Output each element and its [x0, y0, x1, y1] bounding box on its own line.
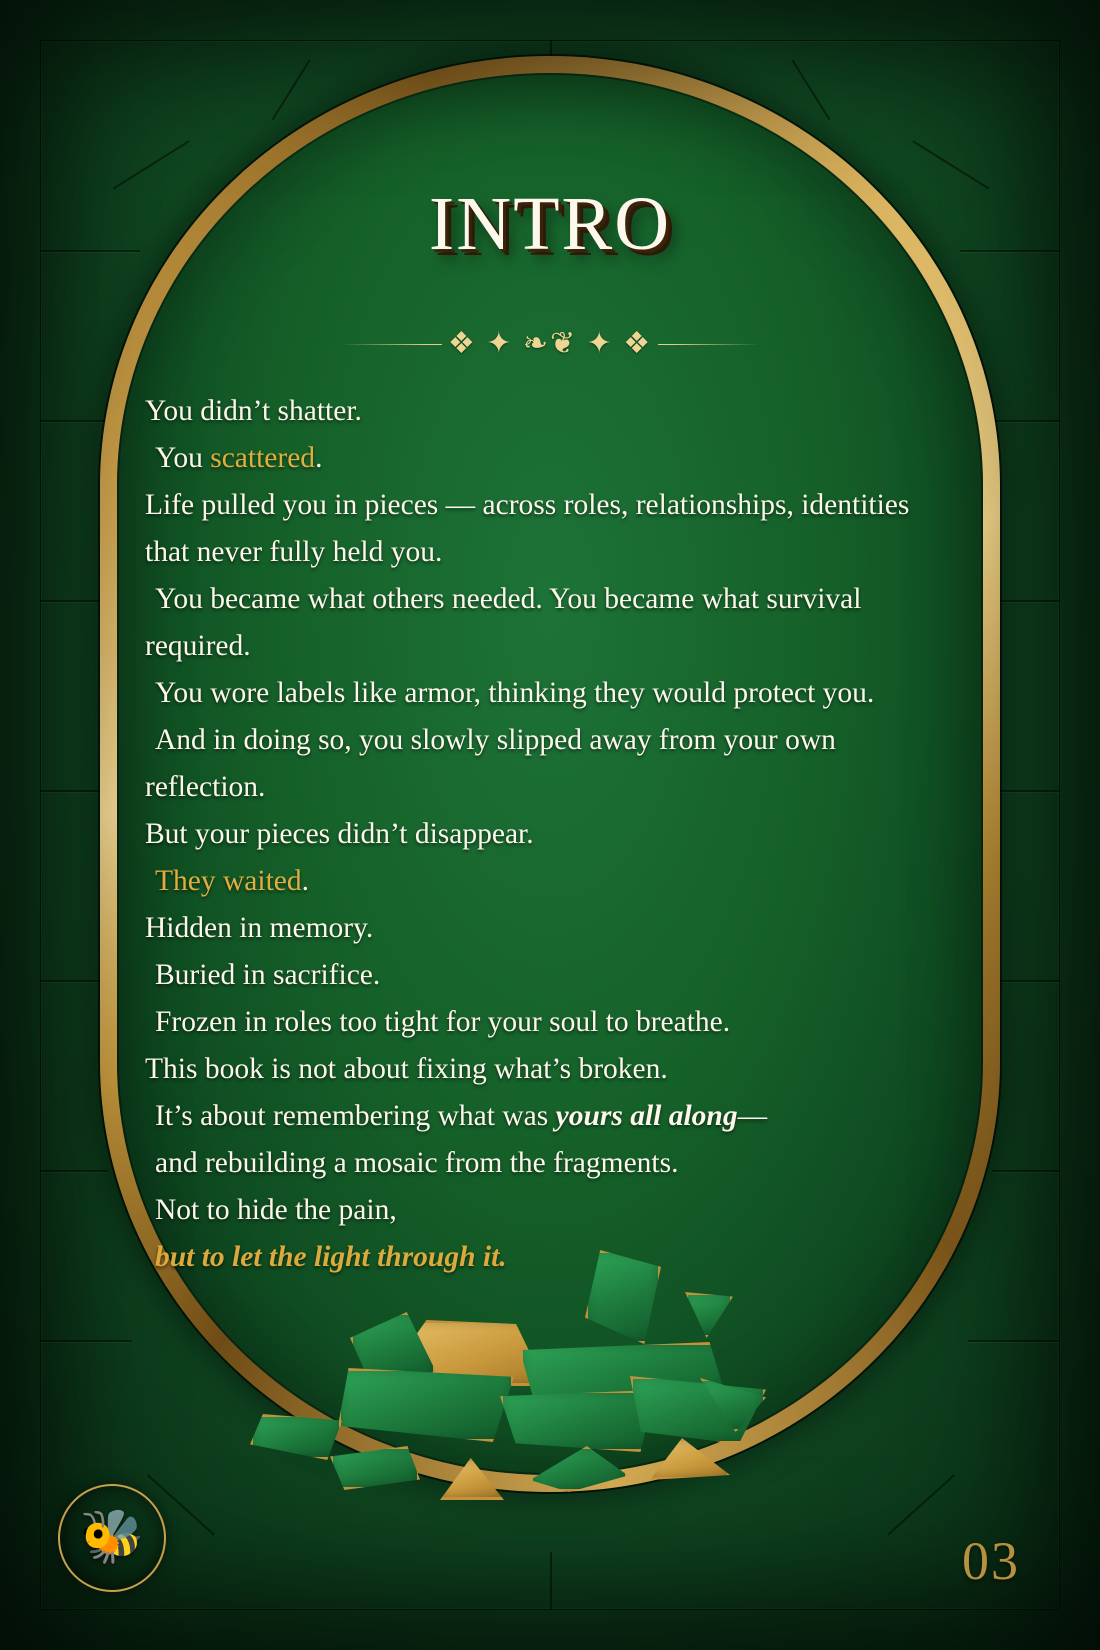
body-line: And in doing so, you slowly slipped away from your own reflection.: [145, 724, 836, 803]
body-line: Frozen in roles too tight for your soul to breathe.: [155, 1006, 731, 1038]
ornamental-divider: [340, 322, 760, 366]
italic-phrase: yours all along: [555, 1100, 738, 1132]
accent-word: scattered: [210, 442, 316, 474]
accent-word: They waited: [155, 865, 302, 897]
body-line: [145, 1093, 915, 1140]
body-line: Buried in sacrifice.: [155, 959, 381, 991]
page-number: 03: [962, 1531, 1020, 1591]
shard: [685, 1292, 733, 1338]
shard: [500, 1390, 656, 1452]
intro-body-text: [145, 388, 915, 1281]
line-pre: It’s about remembering what was: [155, 1100, 556, 1132]
body-line: You became what others needed. You became what survival required.: [145, 583, 862, 662]
body-line: You didn’t shatter.: [145, 395, 362, 427]
mosaic-shards-illustration: [230, 1250, 850, 1510]
bee-icon: 🐝: [79, 1509, 145, 1566]
line-pre: You: [155, 442, 211, 474]
bee-emblem-badge: [58, 1484, 166, 1592]
body-line: But your pieces didn’t disappear.: [145, 818, 534, 850]
body-line: Not to hide the pain,: [155, 1194, 397, 1226]
divider-ornament-icon: ❖ ✦ ❧❦ ✦ ❖: [447, 327, 653, 360]
divider-rule-right: [658, 344, 760, 345]
shard: [650, 1438, 730, 1480]
line-post: .: [315, 442, 323, 474]
shard: [440, 1458, 504, 1500]
body-line: Life pulled you in pieces — across roles, relationships, identities that never fully held you.: [145, 489, 910, 568]
page-title: intro: [428, 154, 672, 273]
body-line: [145, 435, 915, 482]
body-line: Hidden in memory.: [145, 912, 374, 944]
line-post: .: [301, 865, 309, 897]
shard: [530, 1446, 628, 1492]
shard: [338, 1368, 514, 1442]
body-line-closing: but to let the light through it.: [155, 1241, 507, 1273]
body-line: You wore labels like armor, thinking they would protect you.: [155, 677, 875, 709]
body-line: and rebuilding a mosaic from the fragments.: [155, 1147, 679, 1179]
body-line: [145, 858, 915, 905]
divider-rule-left: [340, 344, 442, 345]
shard: [330, 1446, 420, 1490]
shard: [585, 1250, 661, 1344]
line-post: —: [737, 1100, 768, 1132]
body-line: This book is not about fixing what’s broken.: [145, 1053, 668, 1085]
shard: [250, 1414, 342, 1460]
